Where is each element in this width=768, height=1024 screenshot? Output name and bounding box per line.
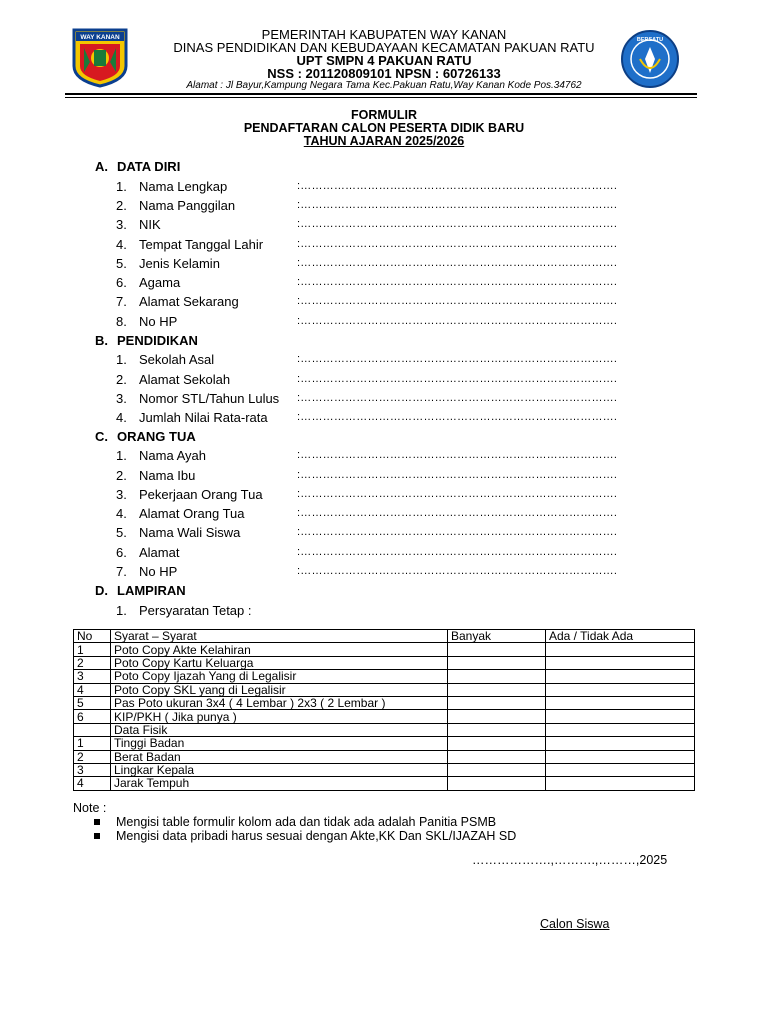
cell-no: 3: [74, 670, 111, 683]
field-alamat-orang-tua: [116, 506, 245, 522]
field-label: Alamat Sekarang: [139, 294, 239, 309]
table-row: [74, 656, 695, 669]
crest-text: WAY KANAN: [80, 34, 120, 41]
field-label: NIK: [139, 217, 161, 232]
cell-syarat: Poto Copy Ijazah Yang di Legalisir: [111, 670, 448, 683]
item-number: 1.: [116, 352, 127, 367]
cell-banyak[interactable]: [448, 643, 546, 656]
section-heading-data-diri: [95, 159, 180, 174]
table-row: [74, 737, 695, 750]
cell-ada-tidak-ada[interactable]: [546, 656, 695, 669]
fill-line-nik[interactable]: :………………………………………………………………………….: [297, 218, 618, 230]
fill-line-alamat-sekarang[interactable]: :………………………………………………………………………….: [297, 295, 618, 307]
cell-banyak[interactable]: [448, 670, 546, 683]
cell-syarat: Poto Copy Akte Kelahiran: [111, 643, 448, 656]
bullet-square-icon: [94, 833, 100, 839]
fill-line-nama-panggilan[interactable]: :………………………………………………………………………….: [297, 199, 618, 211]
item-number: 8.: [116, 314, 127, 329]
section-title: PENDIDIKAN: [117, 333, 198, 348]
table-row: [74, 683, 695, 696]
cell-ada-tidak-ada[interactable]: [546, 696, 695, 709]
section-letter: D.: [95, 583, 108, 598]
cell-no: 4: [74, 683, 111, 696]
signature-label: Calon Siswa: [540, 917, 610, 931]
field-label: Nama Panggilan: [139, 198, 236, 213]
item-number: 2.: [116, 372, 127, 387]
note-text: Mengisi table formulir kolom ada dan tidak ada adalah Panitia PSMB: [116, 815, 497, 829]
field-alamat-sekolah: [116, 372, 230, 388]
item-number: 7.: [116, 564, 127, 579]
field-nama-ayah: [116, 448, 206, 464]
cell-banyak[interactable]: [448, 763, 546, 776]
note-bullet-1: [94, 815, 496, 829]
fill-line-nomor-stl[interactable]: :………………………………………………………………………….: [297, 392, 618, 404]
item-number: 4.: [116, 506, 127, 521]
field-sekolah-asal: [116, 352, 214, 368]
fill-line-sekolah-asal[interactable]: :………………………………………………………………………….: [297, 353, 618, 365]
item-number: 5.: [116, 256, 127, 271]
header-cell-syarat: Syarat – Syarat: [111, 630, 448, 643]
header-school-name: UPT SMPN 4 PAKUAN RATU: [296, 53, 472, 68]
fill-line-nama-wali-siswa[interactable]: :………………………………………………………………………….: [297, 526, 618, 538]
cell-no: 2: [74, 750, 111, 763]
fill-line-agama[interactable]: :………………………………………………………………………….: [297, 276, 618, 288]
cell-syarat: Poto Copy SKL yang di Legalisir: [111, 683, 448, 696]
header-divider-thick: [65, 93, 697, 95]
note-label: Note :: [73, 801, 107, 815]
note-text: Mengisi data pribadi harus sesuai dengan Akte,KK Dan SKL/IJAZAH SD: [116, 829, 517, 843]
fill-line-jenis-kelamin[interactable]: :………………………………………………………………………….: [297, 257, 618, 269]
table-row: [74, 710, 695, 723]
cell-syarat: Poto Copy Kartu Keluarga: [111, 656, 448, 669]
field-label: Nama Ayah: [139, 448, 206, 463]
field-label: Nama Wali Siswa: [139, 525, 241, 540]
cell-banyak[interactable]: [448, 656, 546, 669]
section-heading-pendidikan: [95, 333, 198, 348]
cell-ada-tidak-ada[interactable]: [546, 683, 695, 696]
field-persyaratan-tetap: [116, 603, 252, 619]
item-number: 1.: [116, 448, 127, 463]
field-nama-ibu: [116, 468, 195, 484]
cell-no: 1: [74, 737, 111, 750]
field-label: Alamat Orang Tua: [139, 506, 245, 521]
table-row: [74, 696, 695, 709]
field-label: Agama: [139, 275, 181, 290]
cell-no: 1: [74, 643, 111, 656]
fill-line-alamat-orang-tua[interactable]: :………………………………………………………………………….: [297, 507, 618, 519]
table-row: [74, 777, 695, 790]
bullet-square-icon: [94, 819, 100, 825]
field-label: Jumlah Nilai Rata-rata: [139, 410, 268, 425]
table-row: [74, 723, 695, 736]
header-cell-ada-tidak-ada: Ada / Tidak Ada: [546, 630, 695, 643]
table-row: [74, 670, 695, 683]
item-number: 5.: [116, 525, 127, 540]
section-title: DATA DIRI: [117, 159, 181, 174]
cell-syarat: Pas Poto ukuran 3x4 ( 4 Lembar ) 2x3 ( 2 Lembar ): [111, 696, 448, 709]
cell-banyak[interactable]: [448, 710, 546, 723]
fill-line-alamat-sekolah[interactable]: :………………………………………………………………………….: [297, 373, 618, 385]
requirements-table: [73, 629, 695, 791]
field-pekerjaan-orang-tua: [116, 487, 263, 503]
form-subtitle: PENDAFTARAN CALON PESERTA DIDIK BARU: [243, 121, 525, 135]
table-row: [74, 763, 695, 776]
cell-no: 6: [74, 710, 111, 723]
item-number: 7.: [116, 294, 127, 309]
item-number: 2.: [116, 468, 127, 483]
field-label: Sekolah Asal: [139, 352, 215, 367]
date-line[interactable]: ……………….,……….,………,2025: [472, 853, 668, 867]
note-bullet-2: [94, 829, 516, 843]
cell-ada-tidak-ada[interactable]: [546, 737, 695, 750]
header-school-ids: NSS : 201120809101 NPSN : 60726133: [267, 66, 501, 81]
cell-ada-tidak-ada[interactable]: [546, 710, 695, 723]
field-jumlah-nilai: [116, 410, 268, 426]
header-divider-thin: [65, 97, 697, 98]
cell-no: 3: [74, 763, 111, 776]
item-number: 4.: [116, 237, 127, 252]
section-letter: B.: [95, 333, 108, 348]
header-cell-no: No: [74, 630, 111, 643]
fill-line-nama-ibu[interactable]: :………………………………………………………………………….: [297, 469, 618, 481]
field-alamat-sekarang: [116, 294, 239, 310]
cell-banyak[interactable]: [448, 696, 546, 709]
section-letter: C.: [95, 429, 108, 444]
item-number: 4.: [116, 410, 127, 425]
cell-ada-tidak-ada[interactable]: [546, 670, 695, 683]
fill-line-alamat-wali[interactable]: :………………………………………………………………………….: [297, 546, 618, 558]
header-address: Alamat : Jl Bayur,Kampung Negara Tama Kec.Pakuan Ratu,Way Kanan Kode Pos.34762: [186, 80, 582, 91]
header-government: PEMERINTAH KABUPATEN WAY KANAN: [261, 27, 507, 42]
cell-syarat: Lingkar Kepala: [111, 763, 448, 776]
section-heading-orang-tua: [95, 429, 196, 444]
item-number: 1.: [116, 179, 127, 194]
cell-no: 4: [74, 777, 111, 790]
item-number: 2.: [116, 198, 127, 213]
form-academic-year: TAHUN AJARAN 2025/2026: [303, 134, 465, 148]
fill-line-nama-lengkap[interactable]: :………………………………………………………………………….: [297, 180, 618, 192]
cell-banyak[interactable]: [448, 683, 546, 696]
field-nama-wali-siswa: [116, 525, 240, 541]
field-alamat-wali: [116, 545, 179, 561]
cell-no: 2: [74, 656, 111, 669]
cell-syarat: Berat Badan: [111, 750, 448, 763]
field-label: No HP: [139, 564, 178, 579]
cell-banyak[interactable]: [448, 737, 546, 750]
field-nama-panggilan: [116, 198, 235, 214]
field-label: No HP: [139, 314, 178, 329]
cell-ada-tidak-ada[interactable]: [546, 777, 695, 790]
fill-line-tempat-tanggal-lahir[interactable]: :………………………………………………………………………….: [297, 238, 618, 250]
field-nomor-stl: [116, 391, 279, 407]
cell-syarat: KIP/PKH ( Jika punya ): [111, 710, 448, 723]
cell-no: 5: [74, 696, 111, 709]
cell-ada-tidak-ada[interactable]: [546, 723, 695, 736]
item-number: 6.: [116, 545, 127, 560]
field-agama: [116, 275, 180, 291]
cell-syarat: Jarak Tempuh: [111, 777, 448, 790]
table-header-row: [74, 630, 695, 643]
field-jenis-kelamin: [116, 256, 220, 272]
fill-line-no-hp[interactable]: :………………………………………………………………………….: [297, 315, 618, 327]
item-number: 3.: [116, 487, 127, 502]
cell-banyak[interactable]: [448, 723, 546, 736]
field-label: Persyaratan Tetap :: [139, 603, 252, 618]
section-title: LAMPIRAN: [117, 583, 186, 598]
cell-syarat: Tinggi Badan: [111, 737, 448, 750]
field-label: Tempat Tanggal Lahir: [139, 237, 264, 252]
cell-ada-tidak-ada[interactable]: [546, 763, 695, 776]
field-label: Pekerjaan Orang Tua: [139, 487, 263, 502]
fill-line-no-hp-orang-tua[interactable]: :………………………………………………………………………….: [297, 565, 618, 577]
field-label: Nama Lengkap: [139, 179, 228, 194]
field-no-hp-orang-tua: [116, 564, 177, 580]
fill-line-jumlah-nilai[interactable]: :………………………………………………………………………….: [297, 411, 618, 423]
header-cell-banyak: Banyak: [448, 630, 546, 643]
cell-banyak[interactable]: [448, 777, 546, 790]
header-department: DINAS PENDIDIKAN DAN KEBUDAYAAN KECAMATAN PAKUAN RATU: [173, 40, 595, 55]
item-number: 3.: [116, 391, 127, 406]
field-tempat-tanggal-lahir: [116, 237, 263, 253]
cell-banyak[interactable]: [448, 750, 546, 763]
section-letter: A.: [95, 159, 108, 174]
field-nama-lengkap: [116, 179, 227, 195]
cell-ada-tidak-ada[interactable]: [546, 643, 695, 656]
fill-line-pekerjaan-orang-tua[interactable]: :………………………………………………………………………….: [297, 488, 618, 500]
section-heading-lampiran: [95, 583, 186, 598]
cell-no: [74, 723, 111, 736]
field-label: Jenis Kelamin: [139, 256, 220, 271]
item-number: 1.: [116, 603, 127, 618]
emblem-text: BERSATU: [636, 37, 664, 43]
form-title: FORMULIR: [351, 108, 417, 122]
section-title: ORANG TUA: [117, 429, 196, 444]
field-label: Nama Ibu: [139, 468, 196, 483]
cell-syarat: Data Fisik: [111, 723, 448, 736]
item-number: 3.: [116, 217, 127, 232]
table-row: [74, 643, 695, 656]
field-no-hp: [116, 314, 177, 330]
field-label: Alamat: [139, 545, 180, 560]
fill-line-nama-ayah[interactable]: :………………………………………………………………………….: [297, 449, 618, 461]
cell-ada-tidak-ada[interactable]: [546, 750, 695, 763]
item-number: 6.: [116, 275, 127, 290]
table-row: [74, 750, 695, 763]
field-nik: [116, 217, 161, 233]
field-label: Alamat Sekolah: [139, 372, 231, 387]
field-label: Nomor STL/Tahun Lulus: [139, 391, 280, 406]
